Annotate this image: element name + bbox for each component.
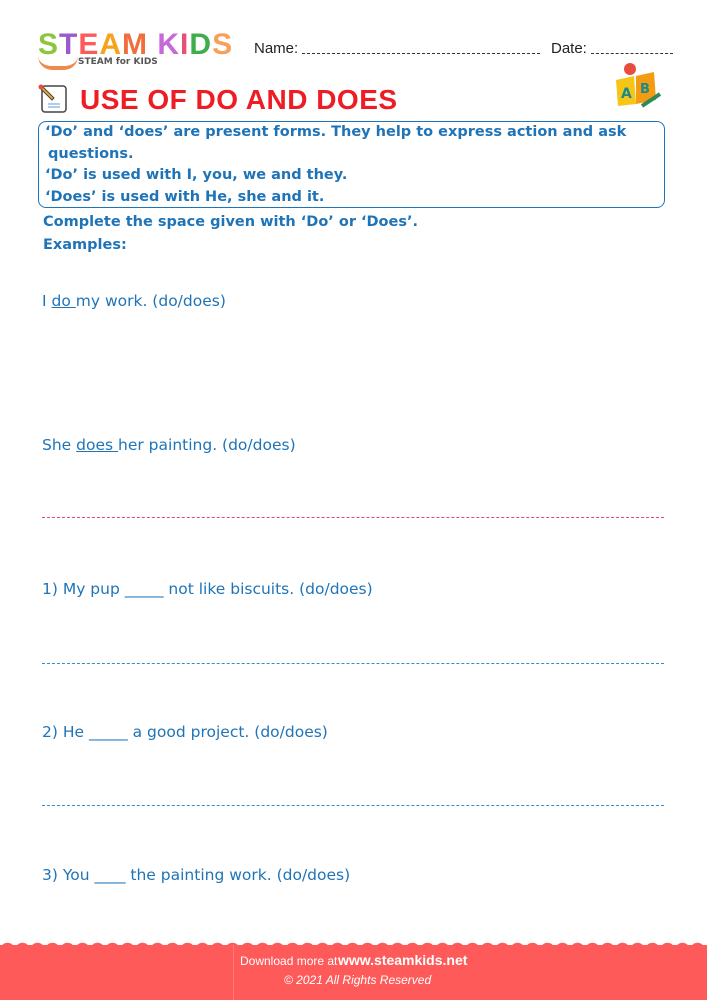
example-1	[42, 292, 226, 310]
info-line: ‘Does’ is used with He, she and it.	[45, 188, 325, 205]
example-text: She	[42, 436, 77, 454]
answer-line	[42, 663, 664, 664]
steam-kids-logo: STEAM KIDS	[38, 28, 234, 61]
name-field[interactable]	[302, 53, 540, 54]
question-3: 3) You ____ the painting work. (do/does)	[42, 866, 351, 884]
date-field[interactable]	[591, 53, 673, 54]
name-label: Name:	[254, 40, 299, 57]
download-text: Download more at	[240, 954, 338, 968]
answer-line	[42, 805, 664, 806]
footer-divider	[233, 945, 234, 1000]
date-label: Date:	[551, 40, 587, 57]
example-text: my work. (do/does)	[75, 292, 226, 310]
info-line: ‘Do’ is used with I, you, we and they.	[45, 167, 348, 183]
page-title: USE OF DO AND DOES	[80, 84, 398, 115]
info-line: questions.	[48, 145, 134, 162]
examples-label: Examples:	[43, 237, 127, 253]
website-link[interactable]: www.steamkids.net	[338, 952, 468, 968]
copyright: © 2021 All Rights Reserved	[284, 973, 432, 987]
question-2: 2) He _____ a good project. (do/does)	[42, 723, 328, 741]
svg-text:B: B	[640, 82, 650, 97]
example-text: I	[42, 292, 52, 310]
pencil-paper-icon	[36, 82, 70, 114]
abc-book-icon	[612, 60, 662, 110]
svg-text:A: A	[621, 86, 632, 102]
example-2	[42, 436, 296, 454]
info-line: ‘Do’ and ‘does’ are present forms. They help to express action and ask	[45, 124, 627, 140]
instructions: Complete the space given with ‘Do’ or ‘Does’.	[43, 214, 419, 230]
example-answer: do	[51, 292, 76, 310]
logo-swoosh	[38, 56, 78, 70]
info-box	[38, 121, 665, 208]
logo-subtitle: STEAM for KIDS	[78, 57, 158, 67]
example-text: her painting. (do/does)	[118, 436, 296, 454]
divider	[42, 517, 664, 518]
footer	[0, 945, 707, 1000]
question-1: 1) My pup _____ not like biscuits. (do/does)	[42, 580, 373, 598]
example-answer: does	[76, 436, 119, 454]
